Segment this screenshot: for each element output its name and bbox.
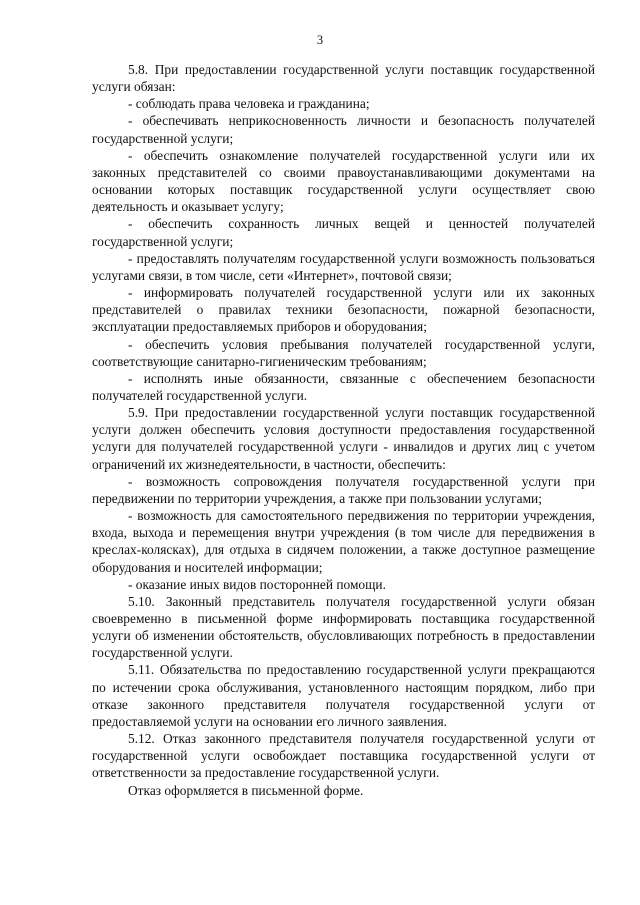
paragraph-5-10: 5.10. Законный представитель получателя государственной услуги обязан своевременно в письменной форме информировать поставщика государственной услуги об изменении обстоятельств, обусловливающих потребность в предоставлении государственной услуги. (92, 593, 595, 661)
list-item: - информировать получателей государственной услуги или их законных представителей о правилах техники безопасности, пожарной безопасности, эксплуатации предоставляемых приборов и оборудования; (92, 285, 595, 335)
list-item: - обеспечить ознакомление получателей государственной услуги или их законных представителей со своими правоустанавливающими документами на основании которых поставщик государственной услуги осуществляет свою деятельность и оказывает услугу; (92, 147, 595, 215)
list-item: - обеспечить сохранность личных вещей и ценностей получателей государственной услуги; (92, 216, 595, 249)
paragraph-5-11: 5.11. Обязательства по предоставлению государственной услуги прекращаются по истечении срока обслуживания, установленного настоящим порядком, либо при отказе законного представителя получателя государственной услуги от предоставляемой услуги на основании его личного заявления. (92, 662, 595, 729)
list-item: - возможность для самостоятельного передвижения по территории учреждения, входа, выхода и перемещения внутри учреждения (в том числе для передвижения в креслах-колясках), для отдыха в сидячем положении, а также доступное размещение оборудования и носителей информации; (92, 508, 595, 575)
list-item: - соблюдать права человека и гражданина; (128, 96, 370, 112)
document-body (92, 61, 595, 799)
list-item: - оказание иных видов посторонней помощи. (128, 576, 386, 592)
list-item: - обеспечить условия пребывания получателей государственной услуги, соответствующие санитарно-гигиеническим требованиям; (92, 336, 595, 369)
closing-paragraph: Отказ оформляется в письменной форме. (128, 782, 364, 798)
list-item: - исполнять иные обязанности, связанные с обеспечением безопасности получателей государственной услуги. (92, 370, 595, 403)
paragraph-5-12: 5.12. Отказ законного представителя получателя государственной услуги от государственной услуги освобождает поставщика государственной услуги от ответственности за предоставление государственной услуги. (92, 731, 595, 781)
page-number: 3 (316, 33, 324, 47)
list-item: - возможность сопровождения получателя государственной услуги при передвижении по территории учреждения, а также при пользовании услугами; (92, 473, 595, 506)
paragraph-5-8: 5.8. При предоставлении государственной услуги поставщик государственной услуги обязан: (92, 62, 595, 95)
list-item: - предоставлять получателям государственной услуги возможность пользоваться услугами связи, в том числе, сети «Интернет», почтовой связи; (92, 250, 595, 283)
list-item: - обеспечивать неприкосновенность личности и безопасность получателей государственной услуги; (92, 113, 595, 146)
paragraph-5-9: 5.9. При предоставлении государственной услуги поставщик государственной услуги должен обеспечить условия доступности предоставления государственной услуги для получателей государственной услуги - инвалидов и других лиц с учетом ограничений их жизнедеятельности, в частности, обеспечить: (92, 405, 595, 472)
